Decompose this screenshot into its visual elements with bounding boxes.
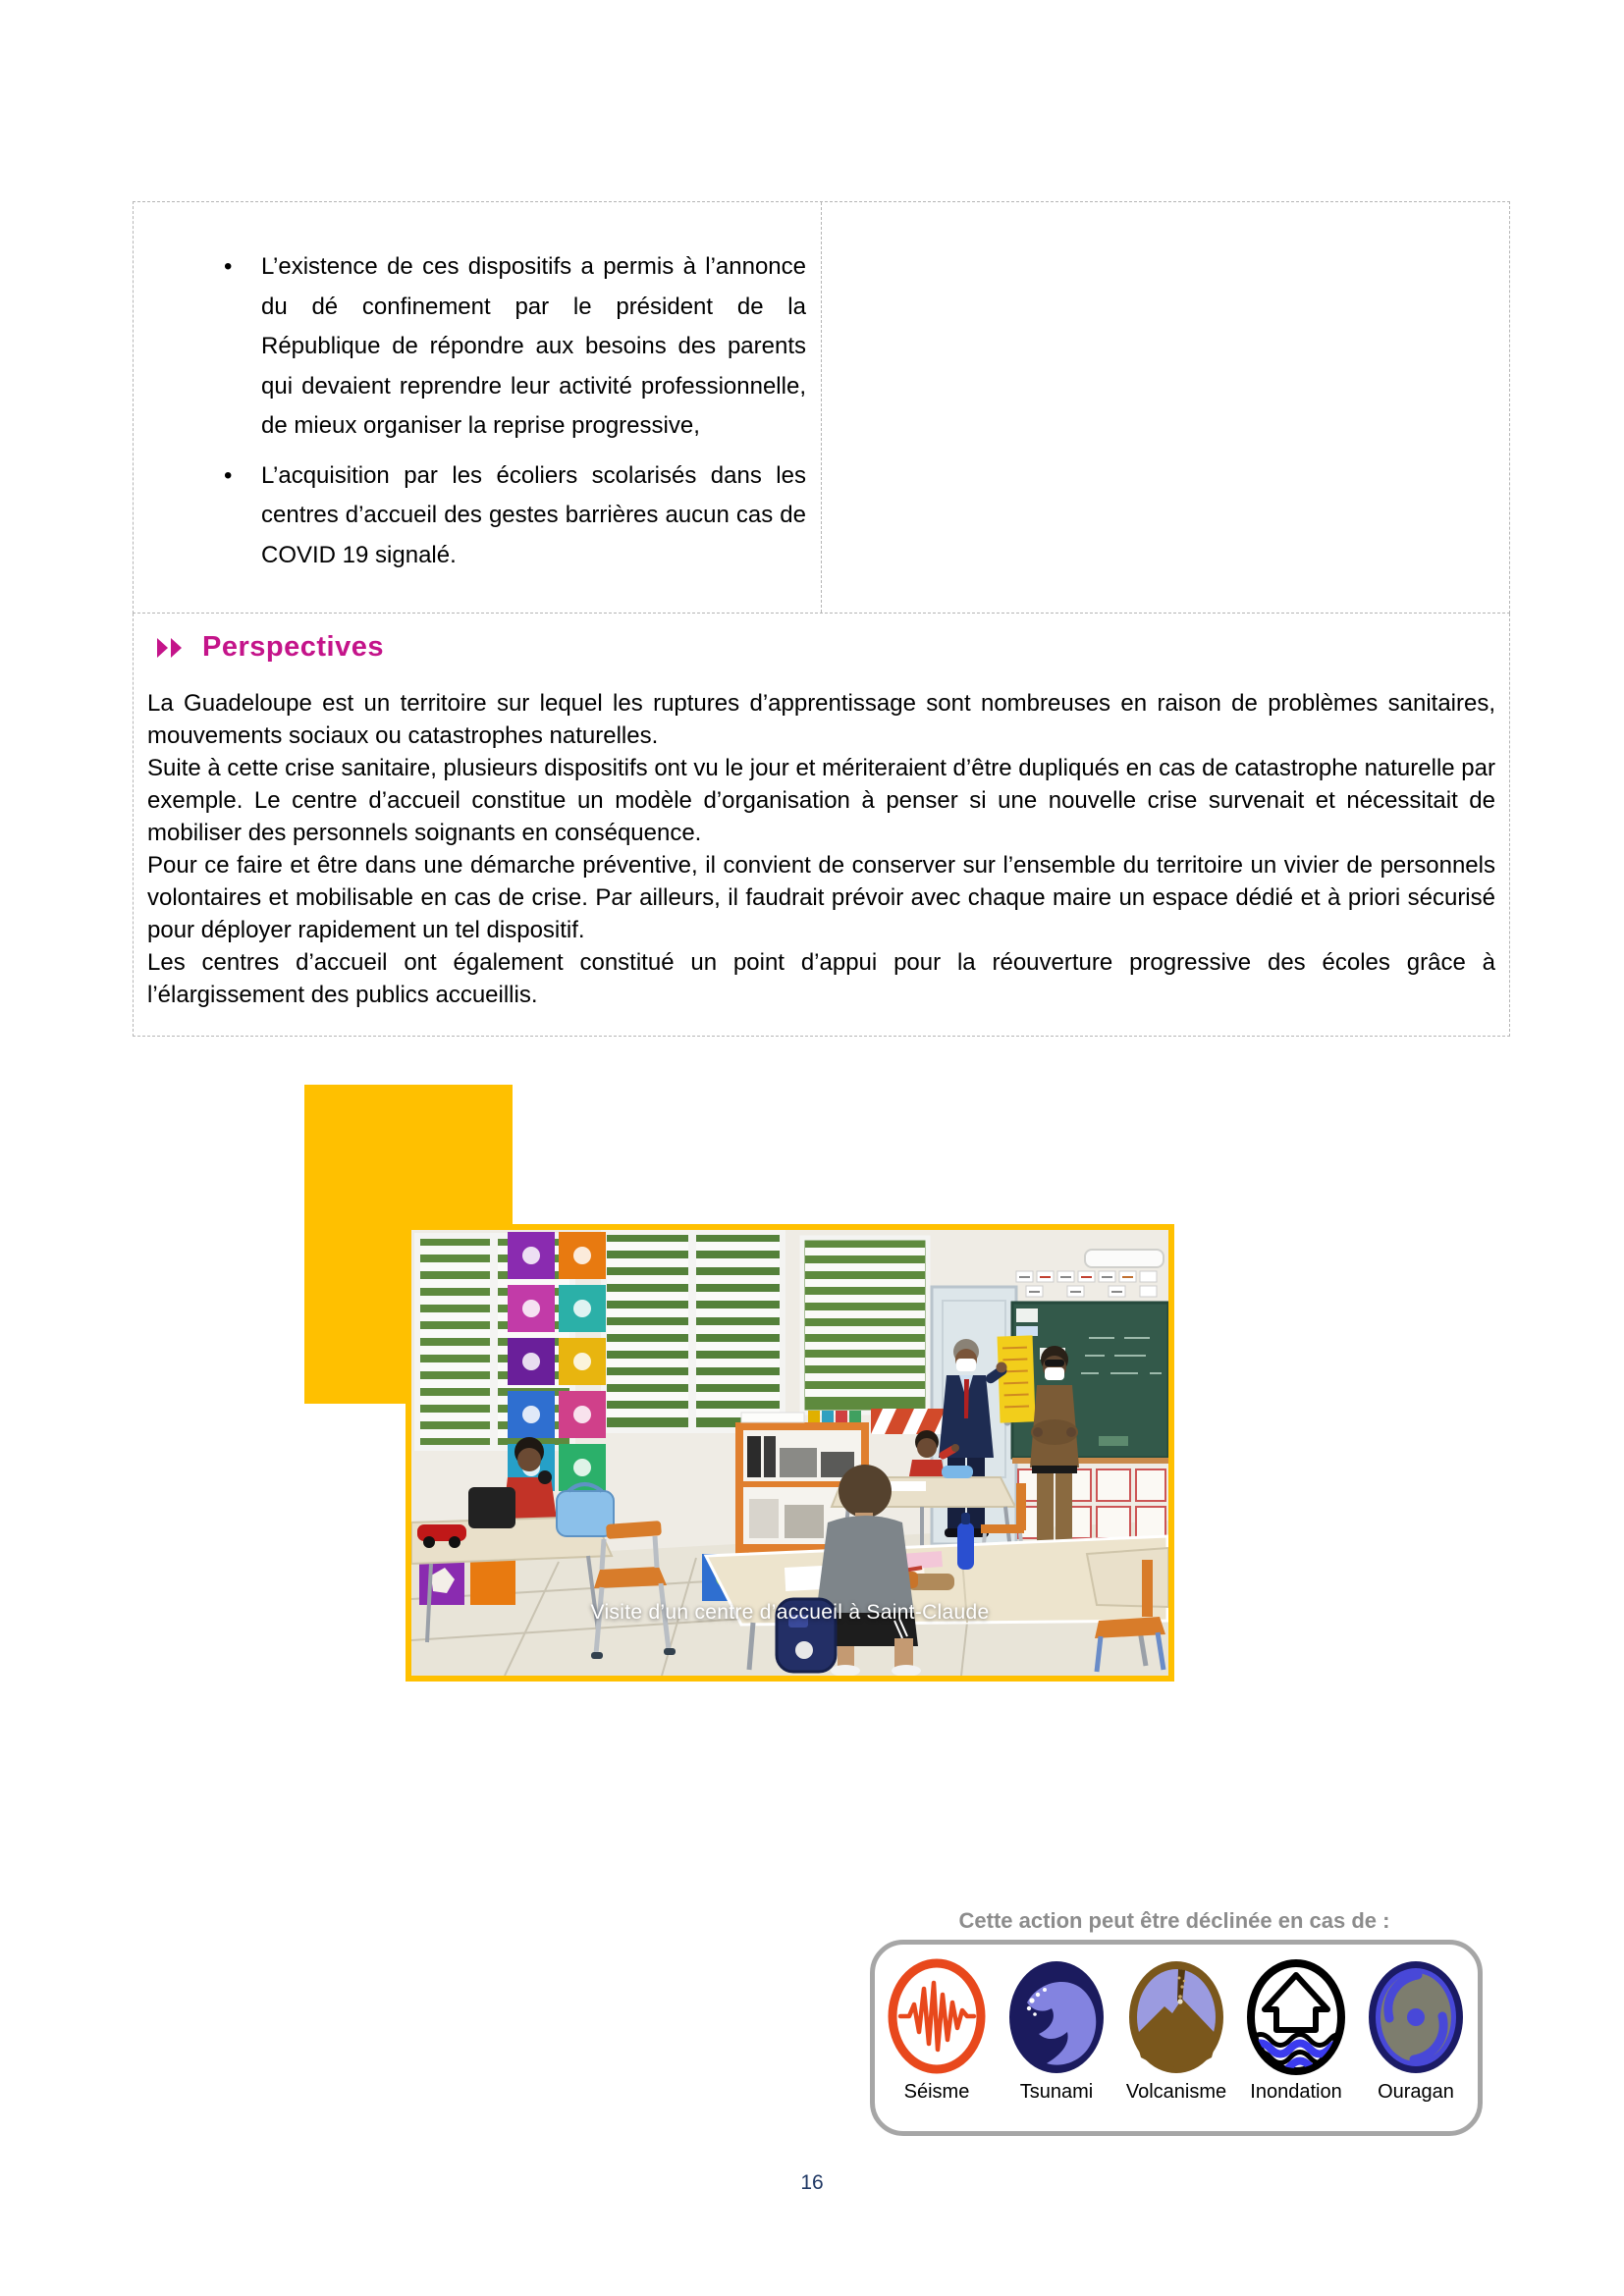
- hazard-item-inondation: [1245, 1957, 1347, 2131]
- hazard-label: Inondation: [1250, 2081, 1342, 2103]
- summary-table-right-cell: [822, 202, 1510, 613]
- double-chevron-right-icon: [155, 636, 187, 660]
- classroom-photo: [406, 1224, 1174, 1682]
- summary-table-left-cell: [134, 202, 822, 613]
- paragraph: La Guadeloupe est un territoire sur lequel les ruptures d’apprentissage sont nombreuses en raison de problèmes sanitaires, mouvements sociaux ou catastrophes naturelles.: [147, 690, 1495, 749]
- photo-caption: Visite d’un centre d’accueil à Saint-Claude: [590, 1601, 990, 1624]
- hazards-panel: [870, 1940, 1483, 2136]
- paragraph: Pour ce faire et être dans une démarche préventive, il convient de conserver sur l’ensemble du territoire un vivier de personnels volontaires et mobilisable en cas de crise. Par ailleurs, il faudrait prévoir avec chaque maire un espace dédié et à priori sécurisé pour déployer rapidement un tel dispositif.: [147, 852, 1495, 943]
- page-number: 16: [800, 2171, 824, 2194]
- list-item: [220, 456, 811, 576]
- bullet-icon: •: [224, 253, 233, 280]
- hazards-title-row: [880, 1908, 1469, 1934]
- hazard-label: Ouragan: [1378, 2081, 1454, 2103]
- paragraph: Suite à cette crise sanitaire, plusieurs dispositifs ont vu le jour et mériteraient d’être dupliqués en cas de catastrophe naturelle par exemple. Le centre d’accueil constitue un modèle d’organisation à penser si une nouvelle crise survenait et nécessitait de mobiliser des personnels soignants en conséquence.: [147, 755, 1495, 846]
- volcano-eruption-icon: [1125, 1957, 1227, 2079]
- hurricane-spiral-icon: [1365, 1957, 1467, 2079]
- bullet-text: L’existence de ces dispositifs a permis à l’annonce du dé confinement par le président de la République de répondre aux besoins des parents qui devaient reprendre leur activité professionnelle, de mieux organiser la reprise progressive,: [261, 253, 806, 439]
- perspectives-body: [147, 687, 1495, 1011]
- bullet-text: L’acquisition par les écoliers scolarisés dans les centres d’accueil des gestes barrières aucun cas de COVID 19 signalé.: [261, 461, 806, 568]
- perspectives-section: [133, 614, 1510, 1037]
- hazard-label: Volcanisme: [1125, 2081, 1227, 2103]
- window-middle: [604, 1232, 783, 1430]
- window-right: [802, 1238, 928, 1413]
- list-item: [220, 247, 811, 447]
- bullet-icon: •: [224, 461, 233, 489]
- summary-table: [133, 201, 1510, 614]
- hazard-label: Séisme: [903, 2081, 970, 2103]
- tsunami-wave-icon: [1005, 1957, 1108, 2079]
- air-conditioner: [1085, 1250, 1164, 1267]
- hazard-item-volcanisme: [1125, 1957, 1227, 2131]
- hazards-title: Cette action peut être déclinée en cas de :: [949, 1908, 1400, 1934]
- paragraph: Les centres d’accueil ont également constitué un point d’appui pour la réouverture progressive des écoles grâce à l’élargissement des publics accueillis.: [147, 949, 1495, 1008]
- hazard-item-tsunami: [1005, 1957, 1108, 2131]
- flood-house-icon: [1245, 1957, 1347, 2079]
- earthquake-seismograph-icon: [886, 1957, 988, 2079]
- hazard-item-seisme: [886, 1957, 988, 2131]
- hazard-label: Tsunami: [1019, 2081, 1094, 2103]
- hazard-item-ouragan: [1365, 1957, 1467, 2131]
- perspectives-heading-row: [155, 631, 1495, 664]
- yellow-poster: [998, 1335, 1036, 1422]
- section-title: Perspectives: [202, 631, 384, 663]
